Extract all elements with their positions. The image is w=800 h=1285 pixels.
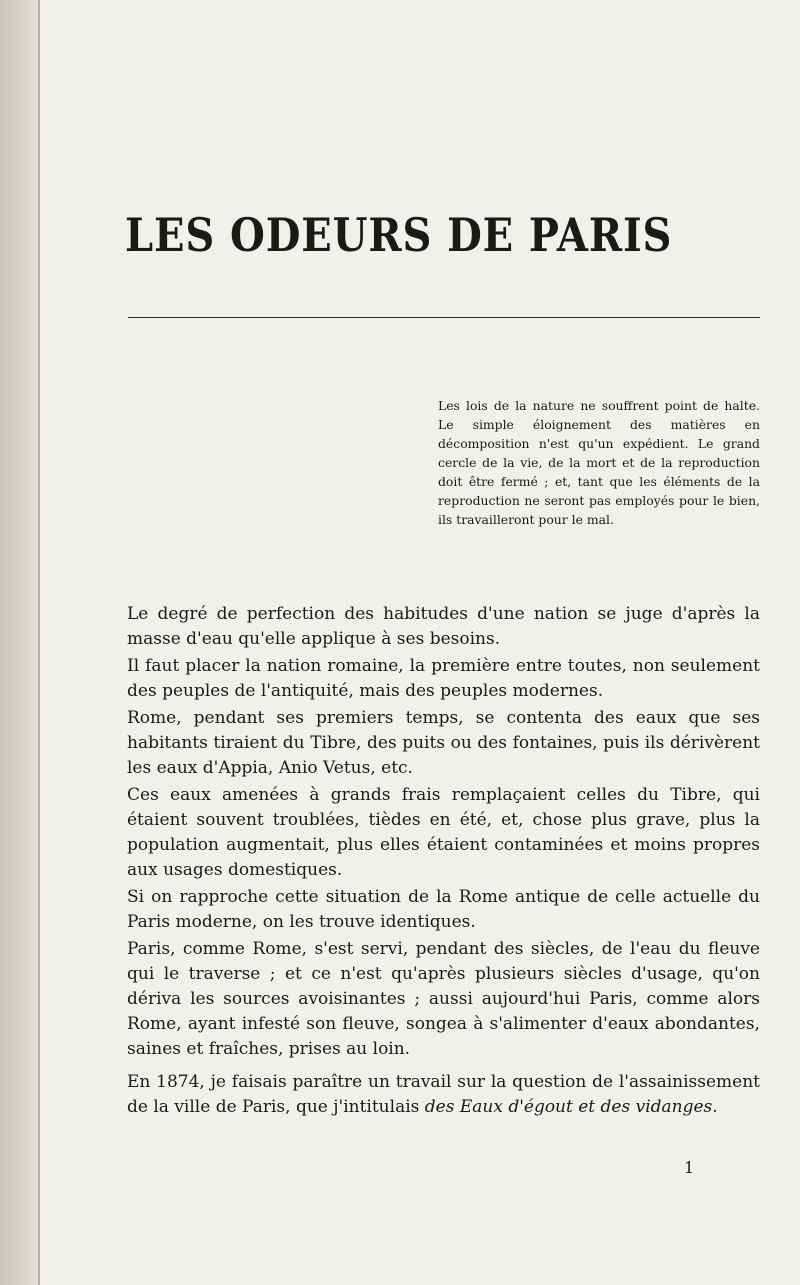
chapter-title: LES ODEURS DE PARIS (125, 208, 673, 262)
paragraph-7-text: En 1874, je faisais paraître un travail sur la question de l'assainissement de la ville de Paris, que j'intitulais (127, 1072, 760, 1117)
paragraph-7-end: . (712, 1097, 718, 1117)
paragraph-5: Si on rapproche cette situation de la Rome antique de celle actuelle du Paris moderne, on les trouve identiques. (127, 887, 760, 932)
paragraph-3: Rome, pendant ses premiers temps, se contenta des eaux que ses habitants tiraient du Tibre, des puits ou des fontaines, puis ils dérivèrent les eaux d'Appia, Anio Vetus, etc. (127, 708, 760, 778)
epigraph: Les lois de la nature ne souffrent point de halte. Le simple éloignement des matières en décomposition n'est qu'un expédient. Le grand cercle de la vie, de la mort et de la reproduction doit être fermé ; et, tant que les éléments de la reproduction ne seront pas employés pour le bien, ils travailleront pour le mal. (438, 398, 760, 527)
page (40, 0, 800, 1285)
paragraph-4: Ces eaux amenées à grands frais remplaçaient celles du Tibre, qui étaient souvent troublées, tièdes en été, et, chose plus grave, plus la population augmentait, plus elles étaient contaminées et moins propres aux usages domestiques. (127, 785, 760, 880)
paragraph-1: Le degré de perfection des habitudes d'une nation se juge d'après la masse d'eau qu'elle applique à ses besoins. (127, 604, 760, 649)
page-number: 1 (684, 1158, 695, 1177)
paragraph-6: Paris, comme Rome, s'est servi, pendant des siècles, de l'eau du fleuve qui le traverse ; et ce n'est qu'après plusieurs siècles d'usage, qu'on dériva les sources avoisinantes ; aussi aujourd'hui Paris, comme alors Rome, ayant infesté son fleuve, songea à s'alimenter d'eaux abondantes, saines et fraîches, prises au loin. (127, 939, 760, 1059)
paragraph-7 (127, 1070, 760, 1120)
title-rule (128, 317, 760, 318)
work-title: des Eaux d'égout et des vidanges (424, 1097, 713, 1117)
paragraph-2: Il faut placer la nation romaine, la première entre toutes, non seulement des peuples de l'antiquité, mais des peuples modernes. (127, 656, 760, 701)
binding-edge (0, 0, 40, 1285)
body-text (127, 602, 760, 1122)
